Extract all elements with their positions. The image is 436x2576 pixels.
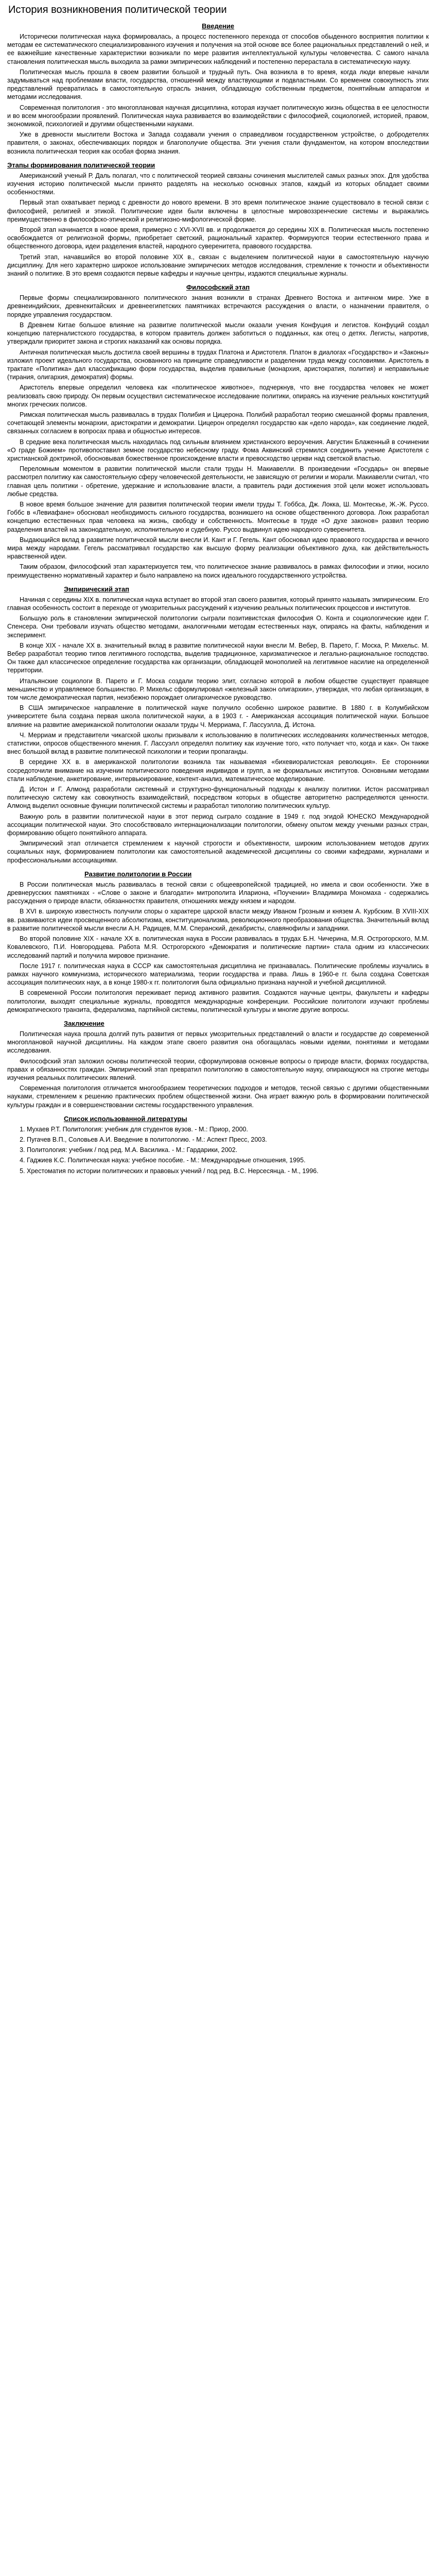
- paragraph: В средние века политическая мысль находилась под сильным влиянием христианского вероучения. Августин Блаженный в сочинении «О граде Божием» противопоставил земное государство небесному граду. Фома Аквинский стремился соединить учение Аристотеля с христианской доктриной, обосновывая божественное происхождение власти и превосходство церкви над светской властью.: [7, 438, 429, 462]
- paragraph: Д. Истон и Г. Алмонд разработали системный и структурно-функциональный подходы к анализу политики. Истон рассматривал политическую систему как совокупность взаимодействий, посредством которых в обществе авторитетно распределяются ценности. Алмонд выделил основные функции политической системы и разработал типологию политических культур.: [7, 786, 429, 810]
- section-heading: Эмпирический этап: [64, 585, 130, 593]
- paragraph: В Древнем Китае большое влияние на развитие политической мысли оказали учения Конфуция и легистов. Конфуций создал концепцию патерналистского государства, в котором правитель должен заботиться о подданных, как отец о детях. Легисты, напротив, утверждали приоритет закона и строгих наказаний как основы порядка.: [7, 321, 429, 346]
- paragraph: В США эмпирическое направление в политической науке получило особенно широкое развитие. В 1880 г. в Колумбийском университете была создана первая школа политической науки, а в 1903 г. - Американская ассоциация политической науки. Большое влияние на развитие американской политологии оказали труды Ч. Мерриама, Г. Лассуэлла, Д. Истона.: [7, 704, 429, 728]
- paragraph: В середине XX в. в американской политологии возникла так называемая «бихевиоралистская революция». Ее сторонники сосредоточили внимание на изучении политического поведения индивидов и групп, а не формальных институтов. Основными методами стали наблюдение, анкетирование, интервьюирование, контент-анализ, математическое моделирование.: [7, 758, 429, 783]
- paragraph: Во второй половине XIX - начале XX в. политическая наука в России развивалась в трудах Б.Н. Чичерина, М.Я. Острогорского, М.М. Ковалевского, П.И. Новгородцева. Работа М.Я. Острогорского «Демократия и политические партии» стала одним из классических исследований партий и получила мировое признание.: [7, 935, 429, 959]
- document-body: [7, 22, 429, 1175]
- paragraph: В конце XIX - начале XX в. значительный вклад в развитие политической науки внесли М. Вебер, В. Парето, Г. Моска, Р. Михельс. М. Вебер разработал теорию типов легитимного господства, выделив традиционное, харизматическое и легально-рациональное господство. Он также дал классическое определение государства как организации, обладающей монополией на легитимное насилие на определенной территории.: [7, 641, 429, 674]
- reference-list: [7, 1125, 429, 1175]
- section-heading: Введение: [202, 22, 234, 30]
- paragraph: Выдающийся вклад в развитие политической мысли внесли И. Кант и Г. Гегель. Кант обосновал идею правового государства и вечного мира между народами. Гегель рассматривал государство как высшую форму реализации объективного духа, как действительность нравственной идеи.: [7, 536, 429, 561]
- section-heading: Список использованной литературы: [64, 1114, 187, 1123]
- reference-item: 3. Политология: учебник / под ред. М.А. Василика. - М.: Гардарики, 2002.: [27, 1146, 429, 1154]
- paragraph: Современная политология - это многоплановая научная дисциплина, которая изучает политическую жизнь общества в ее целостности и во всем многообразии проявлений. Политическая наука развивается во взаимодействии с философией, социологией, историей, правом, экономикой, психологией и другими общественными науками.: [7, 104, 429, 128]
- paragraph: В России политическая мысль развивалась в тесной связи с общеевропейской традицией, но имела и свои особенности. Уже в древнерусских памятниках - «Слове о законе и благодати» митрополита Илариона, «Поучении» Владимира Мономаха - содержались рассуждения о природе власти, обязанностях правителя, отношениях между князем и народом.: [7, 880, 429, 905]
- paragraph: Переломным моментом в развитии политической мысли стали труды Н. Макиавелли. В произведении «Государь» он впервые рассмотрел политику как самостоятельную сферу человеческой деятельности, не зависящую от религии и морали. Макиавелли считал, что главная цель политики - обретение, удержание и использование власти, а правитель ради достижения этой цели может использовать любые средства.: [7, 465, 429, 498]
- section-references: [7, 1114, 429, 1175]
- paragraph: Исторически политическая наука формировалась, а процесс постепенного перехода от способов обыденного восприятия политики к методам ее систематического специализированного изучения и получения на этой основе все более рациональных представлений о ней, и ее важнейшие качественные характеристики возникали по мере развития интеллектуальной культуры человечества. С самого начала становления политическая мысль выходила за рамки эмпирических наблюдений и постепенно перерастала в систематическую науку.: [7, 33, 429, 65]
- paragraph: После 1917 г. политическая наука в СССР как самостоятельная дисциплина не признавалась. Политические проблемы изучались в рамках научного коммунизма, исторического материализма, теории государства и права. Лишь в 1960-е гг. была создана Советская ассоциация политических наук, а в конце 1980-х гг. политология была официально признана научной и учебной дисциплиной.: [7, 962, 429, 987]
- paragraph: В XVI в. широкую известность получили споры о характере царской власти между Иваном Грозным и князем А. Курбским. В XVIII-XIX вв. развиваются идеи просвещенного абсолютизма, конституционализма, революционного преобразования общества. Значительный вклад в развитие политической мысли внесли А.Н. Радищев, М.М. Сперанский, декабристы, славянофилы и западники.: [7, 908, 429, 932]
- paragraph: Итальянские социологи В. Парето и Г. Моска создали теорию элит, согласно которой в любом обществе существует правящее меньшинство и управляемое большинство. Р. Михельс сформулировал «железный закон олигархии», утверждая, что любая организация, в том числе демократическая партия, неизбежно порождает олигархическое руководство.: [7, 677, 429, 702]
- paragraph: Политическая мысль прошла в своем развитии большой и трудный путь. Она возникла в то время, когда люди впервые начали задумываться над проблемами власти, государства, отношений между властвующими и подвластными. Со временем совокупность этих представлений превратилась в самостоятельную отрасль знания, обладающую собственным предметом, понятийным аппаратом и методами исследования.: [7, 68, 429, 101]
- paragraph: Второй этап начинается в новое время, примерно с XVI-XVII вв. и продолжается до середины XIX в. Политическая мысль постепенно освобождается от религиозной формы, приобретает светский, рациональный характер. Формируются теории естественного права и общественного договора, идеи разделения властей, народного суверенитета, правового государства.: [7, 226, 429, 250]
- paragraph: Ч. Мерриам и представители чикагской школы призывали к использованию в политических исследованиях количественных методов, статистики, опросов общественного мнения. Г. Лассуэлл определял политику как изучение того, «кто получает что, когда и как». Он также внес большой вклад в развитие политической психологии и теории пропаганды.: [7, 731, 429, 756]
- section-heading: Развитие политологии в России: [84, 870, 192, 878]
- paragraph: Начиная с середины XIX в. политическая наука вступает во второй этап своего развития, который принято называть эмпирическим. Его главная особенность состоит в переходе от умозрительных рассуждений к изучению реальных политических процессов и институтов.: [7, 596, 429, 612]
- reference-item: 1. Мухаев Р.Т. Политология: учебник для студентов вузов. - М.: Приор, 2000.: [27, 1125, 429, 1133]
- paragraph: Римская политическая мысль развивалась в трудах Полибия и Цицерона. Полибий разработал теорию смешанной формы правления, сочетающей элементы монархии, аристократии и демократии. Цицерон определял государство как «дело народа», как соединение людей, связанных согласием в вопросах права и общностью интересов.: [7, 411, 429, 435]
- section-modern: [7, 870, 429, 1014]
- paragraph: Третий этап, начавшийся во второй половине XIX в., связан с выделением политической науки в самостоятельную научную дисциплину. Для него характерно широкое использование эмпирических методов исследования, стремление к точности и объективности знаний о политике. В это время создаются первые кафедры и научные центры, издаются специальные журналы.: [7, 253, 429, 278]
- paragraph: Аристотель впервые определил человека как «политическое животное», подчеркнув, что вне государства человек не может реализовать свою природу. Он первым осуществил систематическое исследование политики, опираясь на изучение реальных конституций многих греческих полисов.: [7, 384, 429, 408]
- reference-item: 4. Гаджиев К.С. Политическая наука: учебное пособие. - М.: Международные отношения, 1995.: [27, 1156, 429, 1164]
- paragraph: Философский этап заложил основы политической теории, сформулировав основные вопросы о природе власти, формах государства, правах и обязанностях граждан. Эмпирический этап превратил политологию в самостоятельную науку, опирающуюся на строгие методы изучения реальных политических явлений.: [7, 1057, 429, 1081]
- paragraph: Политическая наука прошла долгий путь развития от первых умозрительных представлений о власти и государстве до современной многоплановой научной дисциплины. На каждом этапе своего развития она обогащалась новыми идеями, понятиями и методами исследования.: [7, 1030, 429, 1055]
- paragraph: Современная политология отличается многообразием теоретических подходов и методов, тесной связью с другими общественными науками, стремлением к решению практических проблем общественной жизни. Она играет важную роль в формировании политической культуры граждан и в совершенствовании системы государственного управления.: [7, 1084, 429, 1109]
- document-title: История возникновения политической теории: [8, 4, 227, 15]
- section-conclusion: [7, 1019, 429, 1109]
- section-heading: Философский этап: [186, 283, 250, 292]
- reference-item: 2. Пугачев В.П., Соловьев А.И. Введение в политологию. - М.: Аспект Пресс, 2003.: [27, 1136, 429, 1144]
- section-heading: Заключение: [64, 1019, 104, 1027]
- paragraph: Американский ученый Р. Даль полагал, что с политической теорией связаны сочинения мыслителей самых разных эпох. Для удобства изучения историю политической мысли принято разделять на несколько основных этапов, каждый из которых обладает своими особенностями.: [7, 172, 429, 196]
- section-philosophical: [7, 283, 429, 580]
- reference-item: 5. Хрестоматия по истории политических и правовых учений / под ред. В.С. Нерсесянца. - М., 1996.: [27, 1167, 429, 1175]
- section-intro: [7, 22, 429, 156]
- paragraph: Эмпирический этап отличается стремлением к научной строгости и объективности, широким использованием методов других социальных наук, формированием политологии как самостоятельной академической дисциплины со своими кафедрами, журналами и профессиональными ассоциациями.: [7, 840, 429, 864]
- paragraph: Первые формы специализированного политического знания возникли в странах Древнего Востока и античном мире. Уже в древнеиндийских, древнекитайских и древнеегипетских памятниках встречаются рассуждения о власти, о назначении правителя, о порядке управления государством.: [7, 294, 429, 318]
- section-heading: Этапы формирования политической теории: [7, 161, 155, 169]
- paragraph: Большую роль в становлении эмпирической политологии сыграли позитивистская философия О. Конта и социологические идеи Г. Спенсера. Они требовали изучать общество методами, аналогичными методам естественных наук, опираясь на факты, наблюдения и эксперимент.: [7, 615, 429, 639]
- paragraph: Уже в древности мыслители Востока и Запада создавали учения о справедливом государственном устройстве, о добродетелях правителя, о законах, обеспечивающих порядок и благополучие общества. Эти учения стали фундаментом, на котором впоследствии возникла политическая теория как особая форма знания.: [7, 131, 429, 155]
- paragraph: В современной России политология переживает период активного развития. Создаются научные центры, факультеты и кафедры политологии, выходят специальные журналы, проводятся международные конференции. Российские политологи изучают проблемы демократического транзита, федерализма, партийной системы, политической культуры и многие другие вопросы.: [7, 989, 429, 1013]
- section-empirical: [7, 585, 429, 865]
- paragraph: Важную роль в развитии политической науки в этот период сыграло создание в 1949 г. под эгидой ЮНЕСКО Международной ассоциации политической науки. Это способствовало интернационализации политологии, обмену опытом между учеными разных стран, формированию общего понятийного аппарата.: [7, 812, 429, 837]
- paragraph: Таким образом, философский этап характеризуется тем, что политическое знание развивалось в рамках философии и этики, носило преимущественно нормативный характер и было направлено на поиск идеального государственного устройства.: [7, 563, 429, 579]
- section-stages: [7, 161, 429, 278]
- paragraph: Первый этап охватывает период с древности до нового времени. В это время политическое знание существовало в тесной связи с философией, религией и этикой. Политические идеи были включены в целостные мировоззренческие системы и выражались преимущественно в философско-этической и религиозно-мифологической форме.: [7, 199, 429, 223]
- paragraph: В новое время большое значение для развития политической теории имели труды Т. Гоббса, Дж. Локка, Ш. Монтескье, Ж.-Ж. Руссо. Гоббс в «Левиафане» обосновал необходимость сильного государства, возникшего на основе общественного договора. Локк разработал концепцию естественных прав человека на жизнь, свободу и собственность. Монтескье в труде «О духе законов» развил теорию разделения властей на законодательную, исполнительную и судебную. Руссо выдвинул идею народного суверенитета.: [7, 500, 429, 533]
- paragraph: Античная политическая мысль достигла своей вершины в трудах Платона и Аристотеля. Платон в диалогах «Государство» и «Законы» изложил проект идеального государства, основанного на принципе справедливости и разделении труда между сословиями. Аристотель в трактате «Политика» дал классификацию форм государства, выделив правильные (монархия, аристократия, полития) и неправильные (тирания, олигархия, демократия) формы.: [7, 348, 429, 381]
